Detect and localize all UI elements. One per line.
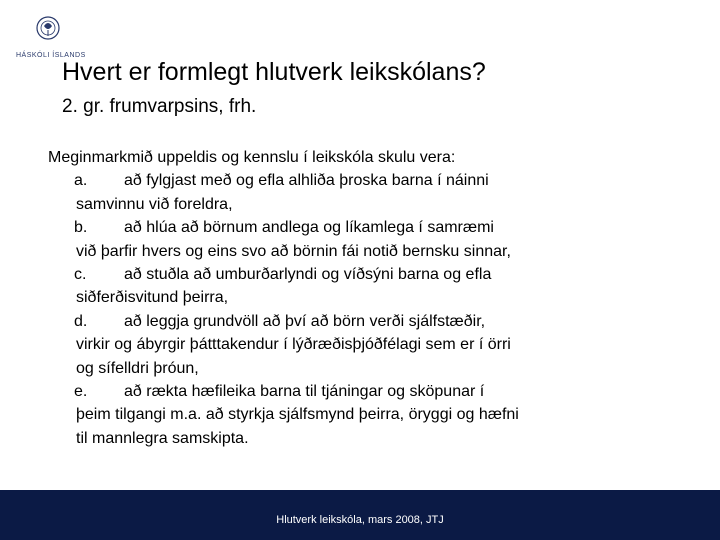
intro-text: Meginmarkmið uppeldis og kennslu í leikskóla skulu vera: <box>48 149 456 166</box>
item-marker: d. <box>74 312 88 330</box>
footer-bar <box>0 490 720 540</box>
item-marker: a. <box>74 172 88 190</box>
list-item-c <box>48 263 688 310</box>
item-text-line: til mannlegra samskipta. <box>76 429 249 447</box>
item-text-line: að leggja grundvöll að því að börn verði sjálfstæðir, <box>124 312 486 330</box>
slide-subtitle: 2. gr. frumvarpsins, frh. <box>62 96 257 117</box>
slide-body <box>48 146 688 450</box>
item-text-line: við þarfir hvers og eins svo að börnin fái notið bernsku sinnar, <box>76 242 511 260</box>
item-text-line: siðferðisvitund þeirra, <box>76 289 229 307</box>
item-text-line: að stuðla að umburðarlyndi og víðsýni barna og efla <box>124 266 492 284</box>
university-seal-icon <box>36 14 60 48</box>
item-text-line: virkir og ábyrgir þátttakendur í lýðræðisþjóðfélagi sem er í örri <box>76 336 511 354</box>
item-text-line: að hlúa að börnum andlega og líkamlega í samræmi <box>124 219 494 237</box>
slide-title: Hvert er formlegt hlutverk leikskólans? <box>62 58 486 86</box>
item-marker: e. <box>74 383 88 401</box>
list-item-e <box>48 380 688 450</box>
item-text-line: og sífelldri þróun, <box>76 359 199 377</box>
footer-text: Hlutverk leikskóla, mars 2008, JTJ <box>276 514 444 526</box>
list-item-a <box>48 169 688 216</box>
item-marker: c. <box>74 266 87 284</box>
list-item-b <box>48 216 688 263</box>
item-text-line: samvinnu við foreldra, <box>76 195 233 213</box>
logo-text: HÁSKÓLI ÍSLANDS <box>16 52 86 59</box>
item-text-line: þeim tilgangi m.a. að styrkja sjálfsmynd þeirra, öryggi og hæfni <box>76 406 519 424</box>
item-text-line: að fylgjast með og efla alhliða þroska barna í náinni <box>124 172 489 190</box>
item-marker: b. <box>74 219 88 237</box>
item-text-line: að rækta hæfileika barna til tjáningar og sköpunar í <box>124 383 485 401</box>
list-item-d <box>48 310 688 380</box>
